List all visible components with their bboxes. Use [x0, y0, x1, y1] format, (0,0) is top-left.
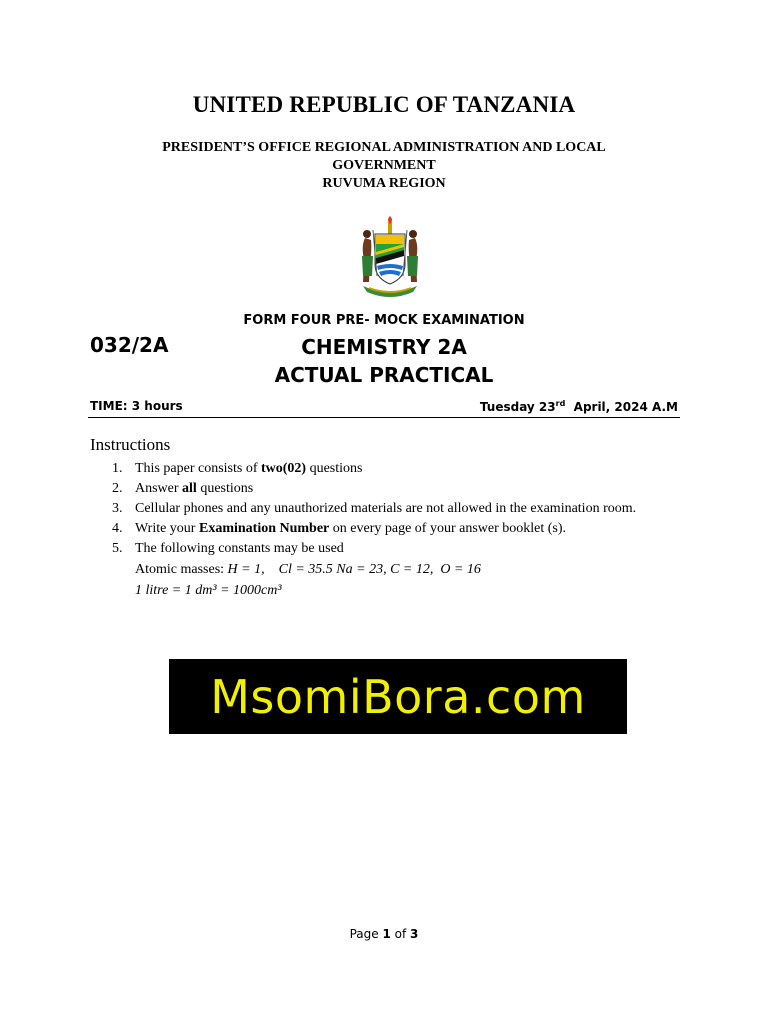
coat-of-arms-icon — [355, 216, 425, 298]
site-banner[interactable] — [169, 659, 627, 734]
item-number: 2. — [112, 481, 123, 496]
atomic-values: H = 1, Cl = 35.5 Na = 23, C = 12, O = 16 — [227, 562, 481, 577]
exam-type: FORM FOUR PRE- MOCK EXAMINATION — [243, 313, 525, 328]
banner-text: MsomiBora.com — [210, 669, 586, 724]
item-text: questions — [306, 461, 363, 476]
page-total: 3 — [410, 927, 419, 941]
item-bold: Examination Number — [198, 521, 330, 536]
item-text: questions — [196, 481, 254, 496]
office-line-2: GOVERNMENT — [332, 158, 436, 173]
volume-conversion: 1 litre = 1 dm³ = 1000cm³ — [135, 583, 282, 598]
date-day: Tuesday 23 — [479, 400, 556, 414]
of-word: of — [390, 927, 411, 941]
instructions-heading: Instructions — [90, 435, 171, 454]
list-item — [112, 539, 692, 559]
item-text: Cellular phones and any unauthorized materials are not allowed in the examination room. — [135, 501, 637, 516]
item-number: 4. — [112, 521, 123, 536]
instructions-list — [112, 459, 692, 601]
subject-line-2: ACTUAL PRACTICAL — [274, 363, 494, 387]
item-bold: two(02) — [260, 461, 307, 476]
item-number: 3. — [112, 501, 123, 516]
office-line-1: PRESIDENT’S OFFICE REGIONAL ADMINISTRATION AND LOCAL — [162, 140, 606, 155]
list-item — [112, 519, 692, 539]
item-text: This paper consists of — [135, 461, 261, 476]
country-title: UNITED REPUBLIC OF TANZANIA — [192, 92, 576, 117]
item-text: on every page of your answer booklet (s). — [329, 521, 567, 536]
item-text: Answer — [135, 481, 183, 496]
item-text: The following constants may be used — [135, 541, 344, 556]
item-number: 1. — [112, 461, 123, 476]
page-word: Page — [349, 927, 383, 941]
subject-title — [0, 333, 768, 389]
item-number: 5. — [112, 541, 123, 556]
date-suffix: rd — [555, 399, 566, 408]
atomic-label: Atomic masses: — [135, 562, 228, 577]
subject-line-1: CHEMISTRY 2A — [301, 335, 467, 359]
page-number: 1 — [382, 927, 391, 941]
date-rest: April, 2024 A.M — [565, 400, 678, 414]
exam-date — [480, 399, 678, 414]
list-item — [112, 479, 692, 499]
item-bold: all — [182, 481, 197, 496]
exam-time: TIME: 3 hours — [90, 399, 183, 413]
item-text: Write your — [135, 521, 199, 536]
list-item — [112, 499, 692, 519]
header-divider — [88, 417, 680, 418]
region-name: RUVUMA REGION — [322, 176, 446, 191]
paper-code: 032/2A — [90, 333, 169, 357]
office-heading — [120, 139, 648, 193]
atomic-masses — [112, 559, 692, 580]
list-item — [112, 459, 692, 479]
page-footer — [0, 927, 768, 941]
